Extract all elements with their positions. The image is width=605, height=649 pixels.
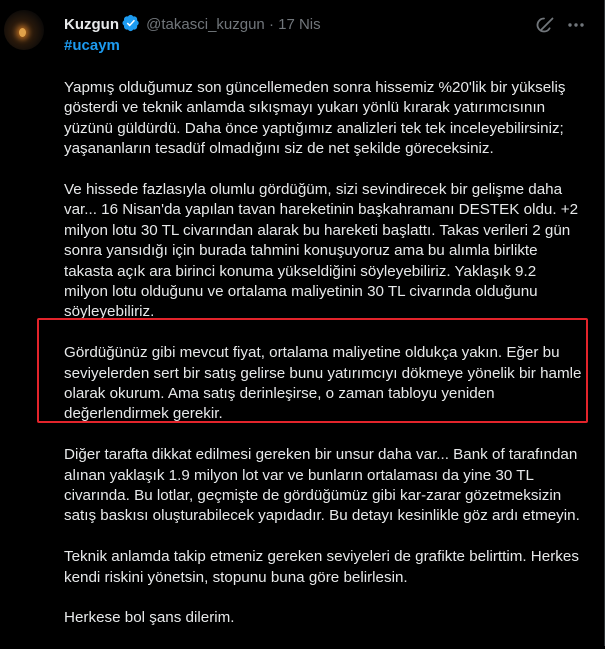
highlight-box [37,318,588,423]
post-paragraph: Herkese bol şans dilerim. [64,609,235,627]
more-icon[interactable] [566,15,586,35]
post-header [64,14,321,38]
avatar[interactable] [4,10,44,50]
separator: · [268,16,274,33]
post-paragraph: Gördüğünüz gibi mevcut fiyat, ortalama maliyetine oldukça yakın. Eğer bu seviyelerden sert bir satış gelirse bunu yatırımcıyı dökmeye yönelik bir hamle olarak okurum. Ama satış derinleşirse, o zaman tabloyu yeniden değerlendirmek gerekir. [64,344,582,423]
author-handle[interactable]: @takasci_kuzgun [146,16,265,33]
hashtag-link[interactable]: #ucaym [64,37,120,54]
verified-badge-icon[interactable] [122,14,140,38]
post-paragraph: Diğer tarafta dikkat edilmesi gereken bir unsur daha var... Bank of tarafından alınan yaklaşık 1.9 milyon lot var ve bunların ortalaması da yine 30 TL civarında. Bu lotlar, geçmişte de gördüğümüz gibi kar-zarar gözetmeksizin satış baskısı oluşturabilecek yapıdadır. Bu detayı kesinlikle göz ardı etmeyin. [64,446,580,525]
post-paragraph: Ve hissede fazlasıyla olumlu gördüğüm, sizi sevindirecek bir gelişme daha var... 16 Nisan'da yapılan tavan hareketinin başkahramanı DESTEK oldu. +2 milyon lotu 30 TL civarından alarak bu hareketi başlattı. Takas verileri 2 gün sonra yansıdığı için burada tahmini konuşuyoruz ama bu alımla birlikte takasta açık ara birinci konuma yükseldiğini söyleyebiliriz. Yaklaşık 9.2 milyon lotu olduğunu ve ortalama maliyetinin 30 TL civarında olduğunu söyleyebiliriz. [64,181,579,321]
author-name[interactable]: Kuzgun [64,16,119,33]
post-paragraph: Teknik anlamda takip etmeniz gereken seviyeleri de grafikte belirttim. Herkes kendi riskini yönetsin, stopunu buna göre belirlesin. [64,548,579,586]
grok-icon[interactable] [536,15,556,35]
post-paragraph: Yapmış olduğumuz son güncellemeden sonra hissemiz %20'lik bir yükseliş gösterdi ve teknik anlamda sıkışmayı yukarı yönlü kırarak yatırımcısının yüzünü güldürdü. Daha önce yaptığımız analizleri tek tek inceleyebilirsiniz; yaşananların tesadüf olmadığını siz de net şekilde göreceksiniz. [64,79,566,158]
post-date[interactable]: 17 Nis [278,16,321,33]
